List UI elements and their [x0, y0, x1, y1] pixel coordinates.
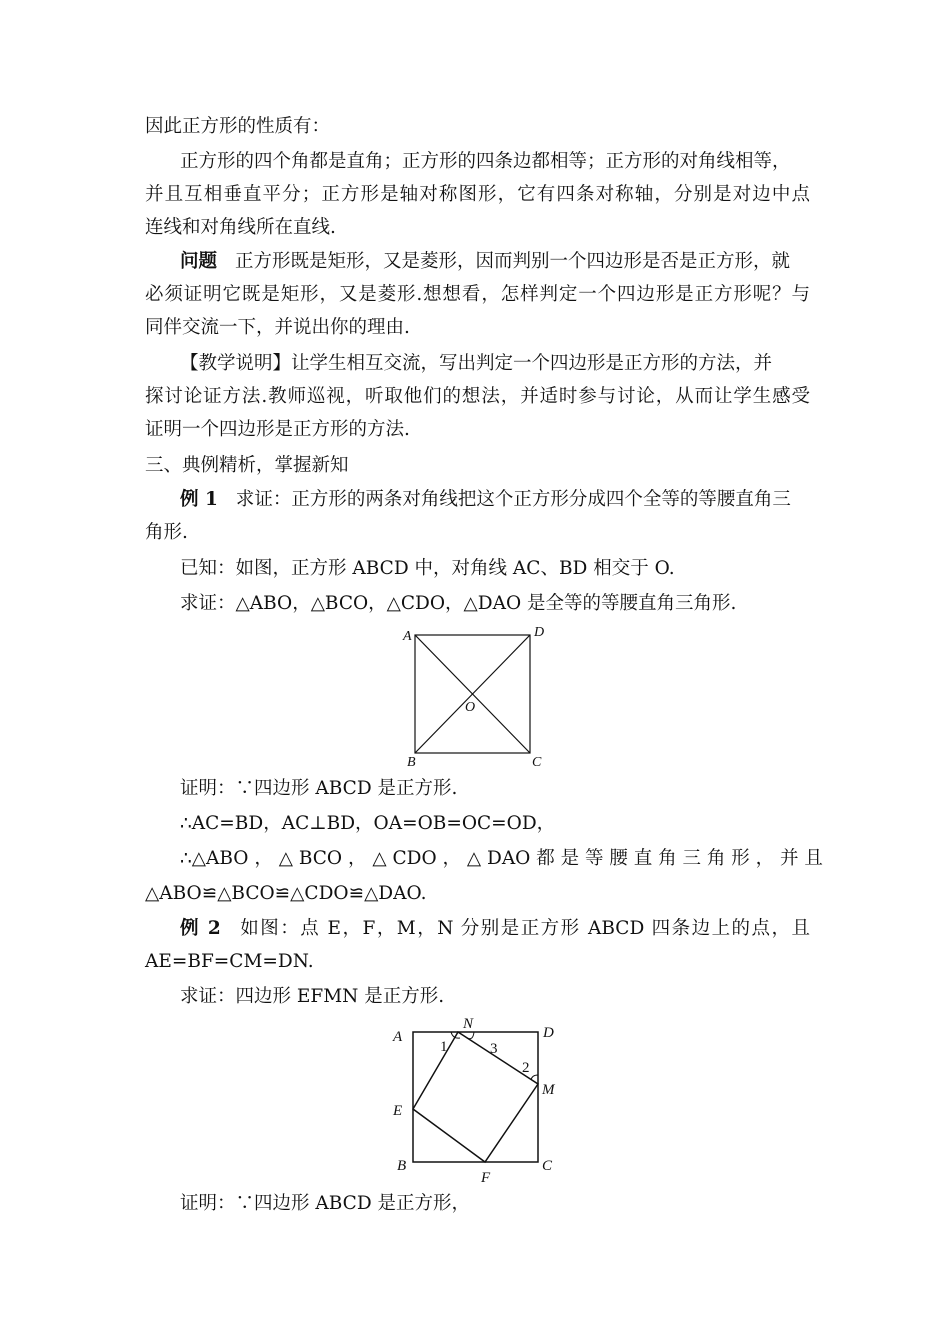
problem-line — [180, 250, 810, 274]
example1-given: 已知：如图，正方形 ABCD 中，对角线 AC、BD 相交于 O. — [180, 558, 675, 579]
proof2-line: 证明：∵四边形 ABCD 是正方形， — [180, 1193, 471, 1214]
teaching-note-line: 证明一个四边形是正方形的方法. — [145, 419, 410, 440]
angle-label-1: 1 — [440, 1039, 448, 1055]
example1-line: 角形. — [145, 522, 188, 543]
square-diagonals-figure — [395, 620, 555, 770]
label-o: O — [465, 700, 476, 715]
problem-line: 必须证明它既是矩形，又是菱形.想想看，怎样判定一个四边形是正方形呢？与 — [145, 284, 810, 305]
teaching-note-line: 探讨论证方法.教师巡视，听取他们的想法，并适时参与讨论，从而让学生感受 — [145, 386, 810, 407]
problem-label: 问题 — [180, 251, 218, 272]
example1-label: 例 1 — [180, 489, 218, 510]
label-c: C — [542, 1158, 553, 1174]
intro-line: 因此正方形的性质有： — [145, 116, 331, 137]
proof1-line: 证明：∵四边形 ABCD 是正方形. — [180, 778, 458, 799]
example2-line: AE=BF=CM=DN. — [145, 951, 314, 972]
example2-label: 例 2 — [180, 918, 221, 939]
properties-line: 并且互相垂直平分；正方形是轴对称图形，它有四条对称轴，分别是对边中点 — [145, 184, 810, 205]
label-b: B — [407, 755, 416, 770]
problem-text: 正方形既是矩形，又是菱形，因而判别一个四边形是否是正方形，就 — [235, 251, 791, 272]
label-f: F — [481, 1170, 491, 1186]
example2-text: 如图：点 E，F，M，N 分别是正方形 ABCD 四条边上的点，且 — [238, 918, 810, 939]
example1-text: 求证：正方形的两条对角线把这个正方形分成四个全等的等腰直角三 — [235, 489, 791, 510]
properties-line: 正方形的四个角都是直角；正方形的四条边都相等；正方形的对角线相等， — [180, 151, 791, 172]
label-c: C — [532, 755, 542, 770]
label-d: D — [543, 1025, 554, 1041]
teaching-note-line: 【教学说明】让学生相互交流，写出判定一个四边形是正方形的方法，并 — [180, 353, 773, 374]
square-abcd — [413, 1032, 538, 1162]
section-heading: 三、典例精析，掌握新知 — [145, 455, 349, 476]
label-a: A — [403, 629, 412, 644]
properties-line: 连线和对角线所在直线. — [145, 217, 336, 238]
angle-label-3: 3 — [490, 1041, 498, 1057]
square-efmn — [413, 1032, 538, 1162]
example2-prove: 求证：四边形 EFMN 是正方形. — [180, 986, 445, 1007]
label-a: A — [393, 1029, 403, 1045]
label-m: M — [542, 1082, 555, 1098]
proof1-line: ∴△ABO ， △ BCO ， △ CDO ， △ DAO 都 是 等 腰 直 角 三 角 形 ， 并 且 — [180, 848, 823, 869]
proof1-line: △ABO≌△BCO≌△CDO≌△DAO. — [145, 883, 427, 904]
example1-line — [180, 488, 810, 512]
angle-label-2: 2 — [522, 1060, 530, 1076]
example2-line — [180, 917, 810, 941]
square-efmn-figure — [385, 1012, 570, 1187]
label-e: E — [393, 1103, 403, 1119]
example1-prove: 求证：△ABO，△BCO，△CDO，△DAO 是全等的等腰直角三角形. — [180, 593, 737, 614]
label-d: D — [534, 625, 545, 640]
label-n: N — [463, 1016, 474, 1032]
label-b: B — [397, 1158, 407, 1174]
problem-line: 同伴交流一下，并说出你的理由. — [145, 317, 410, 338]
proof1-line: ∴AC=BD，AC⊥BD，OA=OB=OC=OD， — [180, 813, 556, 834]
